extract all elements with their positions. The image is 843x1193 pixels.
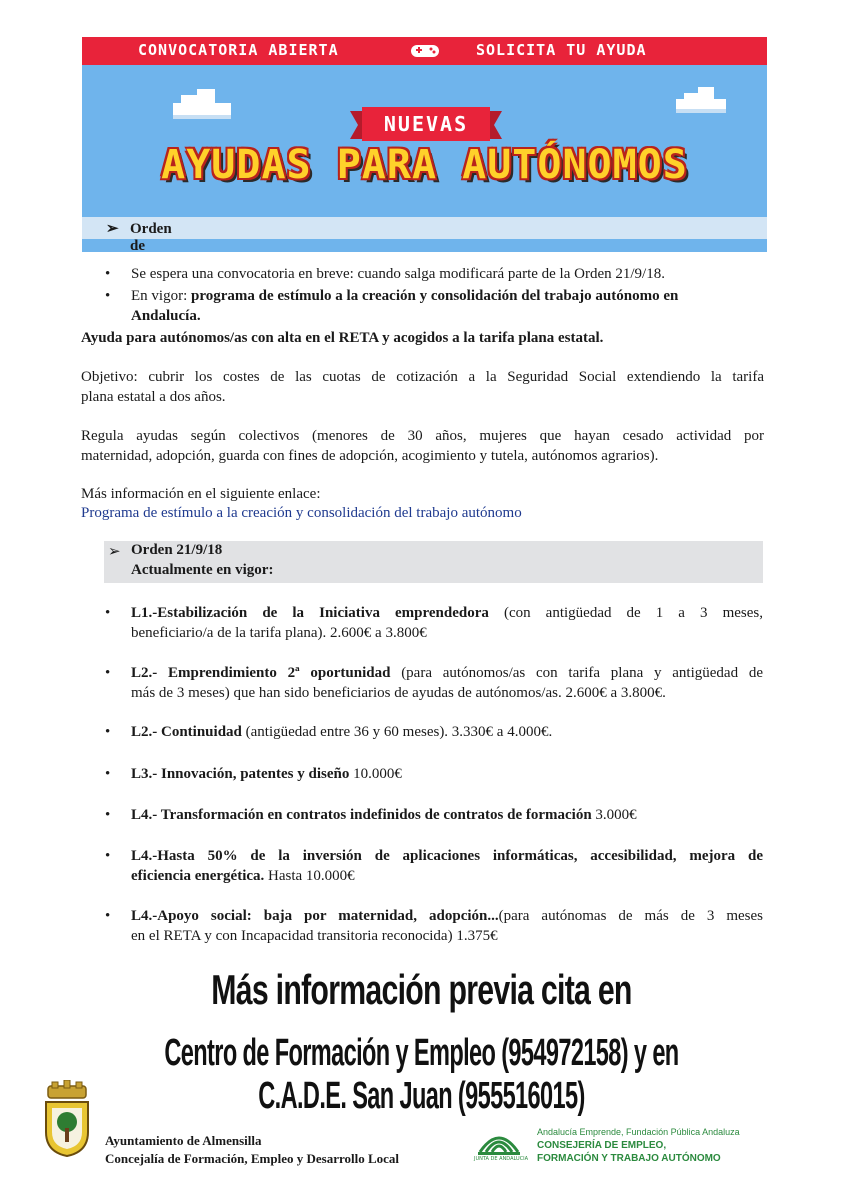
bullet-icon: •	[105, 848, 111, 864]
gamepad-icon	[410, 42, 440, 60]
orden-heading: ➢ Orden de	[106, 221, 172, 252]
reta-paragraph: Ayuda para autónomos/as con alta en el RETA y acogidos a la tarifa plana estatal.	[81, 330, 604, 346]
bullet-icon: •	[105, 766, 111, 782]
arrow-icon: ➢	[108, 544, 121, 560]
junta-caption: JUNTA DE ANDALUCIA	[474, 1156, 529, 1162]
footer-ayuntamiento: Ayuntamiento de Almensilla Concejalía de Formación, Empleo y Desarrollo Local	[105, 1133, 400, 1166]
banner-title: AYUDAS PARA AUTÓNOMOS	[161, 142, 688, 188]
list-item: • L4.- Transformación en contratos indefinidos de contratos de formación 3.000€	[105, 807, 637, 823]
orden-2-heading-bar	[104, 541, 763, 583]
list-item: • L4.-Apoyo social: baja por maternidad, adopción...(para autónomas de más de 3 meses en el RETA y con Incapacidad transitoria reconocida) 1.375€	[105, 908, 763, 944]
cloud-icon	[672, 85, 732, 119]
list-item: • L2.- Emprendimiento 2ª oportunidad (para autónomos/as con tarifa plana y antigüedad de más de 3 meses) que han sido beneficiarios de ayudas de autónomos/as. 2.600€ a 3.800€.	[105, 665, 763, 701]
header-banner	[82, 37, 767, 252]
list-item: • En vigor: programa de estímulo a la creación y consolidación del trabajo autónomo en Andalucía.	[105, 288, 679, 324]
orden-2-subtitle: Actualmente en vigor:	[131, 562, 274, 578]
orden-2-title: Orden 21/9/18	[131, 542, 223, 558]
ribbon-label: NUEVAS	[383, 112, 469, 136]
bullet-icon: •	[105, 724, 111, 740]
banner-solicita-text: SOLICITA TU AYUDA	[476, 41, 647, 59]
list-item: • L4.-Hasta 50% de la inversión de aplicaciones informáticas, accesibilidad, mejora de eficiencia energética. Hasta 10.000€	[105, 848, 763, 884]
orden-heading-bar	[82, 217, 767, 252]
list-item	[105, 264, 771, 284]
bullet-text: Se espera una convocatoria en breve: cuando salga modificará parte de la Orden 21/9/18.	[131, 266, 665, 282]
cta-line-1: Más información previa cita en	[211, 966, 632, 1013]
cta-line-2: Centro de Formación y Empleo (954972158) y en C.A.D.E. San Juan (955516015)	[164, 1032, 679, 1117]
regula-paragraph: Regula ayudas según colectivos (menores de 30 años, mujeres que hayan cesado actividad por maternidad, adopción, guarda con fines de adopción, acogimiento y tutela, autónomos agrarios).	[81, 428, 764, 464]
list-item: • L3.- Innovación, patentes y diseño 10.000€	[105, 766, 402, 782]
bullet-icon: •	[105, 665, 111, 681]
list-item: • L1.-Estabilización de la Iniciativa emprendedora (con antigüedad de 1 a 3 meses, beneficiario/a de la tarifa plana). 2.600€ a 3.800€	[105, 605, 763, 641]
municipal-crest-icon	[38, 1080, 96, 1158]
programa-link[interactable]: Programa de estímulo a la creación y consolidación del trabajo autónomo	[81, 505, 522, 521]
cloud-icon	[167, 85, 237, 125]
footer-consejeria: Andalucía Emprende, Fundación Pública Andaluza CONSEJERÍA DE EMPLEO, FORMACIÓN Y TRABAJO AUTÓNOMO	[537, 1127, 740, 1164]
banner-convocatoria-text: CONVOCATORIA ABIERTA	[138, 41, 339, 59]
objetivo-paragraph: Objetivo: cubrir los costes de las cuotas de cotización a la Seguridad Social extendiendo la tarifa plana estatal a dos años.	[81, 369, 764, 405]
bullet-icon: •	[105, 266, 111, 282]
bullet-icon: •	[105, 908, 111, 924]
list-item: • L2.- Continuidad (antigüedad entre 36 y 60 meses). 3.330€ a 4.000€.	[105, 724, 553, 740]
mas-info-label: Más información en el siguiente enlace:	[81, 486, 321, 502]
banner-top-strip	[82, 37, 767, 65]
bullet-icon: •	[105, 807, 111, 823]
bullet-icon: •	[105, 605, 111, 621]
bullet-icon: •	[105, 288, 111, 304]
